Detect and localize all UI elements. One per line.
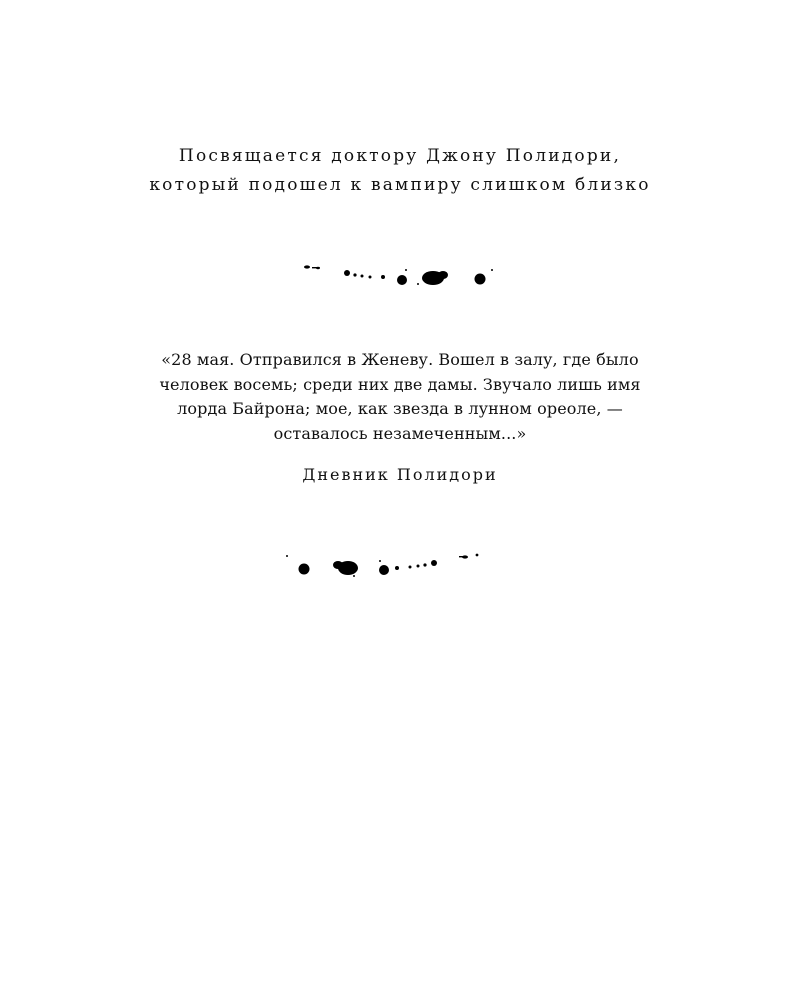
epigraph: [0, 348, 800, 446]
blood-drops-ornament-icon: [285, 258, 515, 298]
epigraph-attribution: Дневник Полидори: [302, 465, 498, 484]
dedication-line: который подошел к вампиру слишком близко: [149, 175, 651, 195]
blood-drops-ornament-icon: [285, 548, 515, 588]
epigraph-line: человек восемь; среди них две дамы. Звучало лишь имя: [159, 374, 641, 394]
dedication-line: Посвящается доктору Джону Полидори,: [178, 146, 622, 166]
epigraph-line: лорда Байрона; мое, как звезда в лунном ореоле, —: [177, 399, 623, 418]
dedication: [0, 142, 800, 200]
epigraph-line: оставалось незамеченным...»: [273, 423, 527, 443]
epigraph-line: «28 мая. Отправился в Женеву. Вошел в залу, где было: [161, 350, 639, 369]
